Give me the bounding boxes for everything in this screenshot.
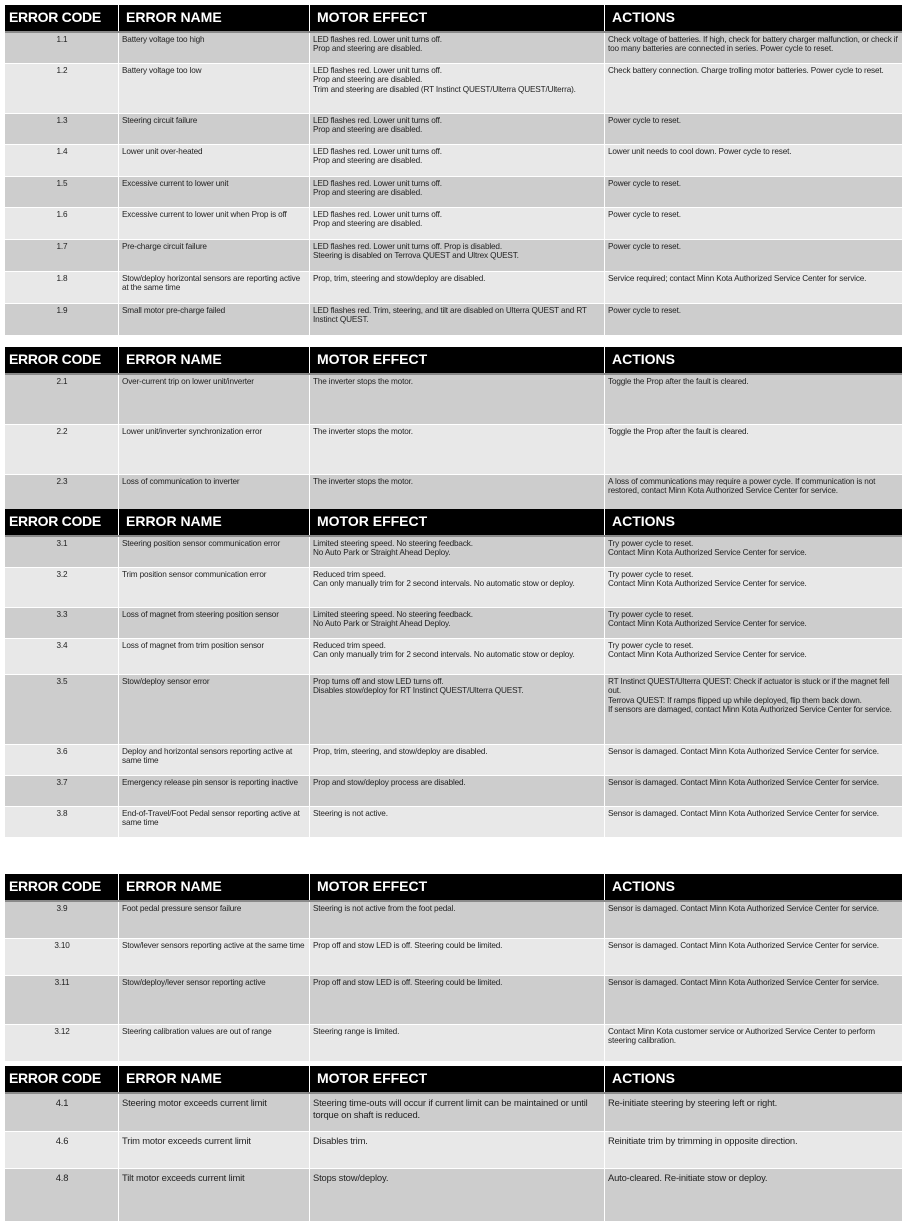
cell-name: Steering calibration values are out of range xyxy=(119,1025,310,1062)
table-row xyxy=(5,177,902,208)
header-code: ERROR CODE xyxy=(5,874,119,900)
cell-name: Loss of communication to inverter xyxy=(119,475,310,515)
cell-actions: Power cycle to reset. xyxy=(605,208,902,240)
cell-name: Over-current trip on lower unit/inverter xyxy=(119,375,310,425)
cell-code: 3.6 xyxy=(5,745,119,776)
cell-name: Excessive current to lower unit xyxy=(119,177,310,208)
table-row xyxy=(5,939,902,976)
cell-code: 4.8 xyxy=(5,1169,119,1222)
cell-effect: LED flashes red. Lower unit turns off. Prop and steering are disabled. xyxy=(310,208,605,240)
cell-actions: Try power cycle to reset. Contact Minn Kota Authorized Service Center for service. xyxy=(605,537,902,568)
cell-code: 3.5 xyxy=(5,675,119,745)
cell-effect: Prop turns off and stow LED turns off. Disables stow/deploy for RT Instinct QUEST/Ulterra QUEST. xyxy=(310,675,605,745)
table-row xyxy=(5,208,902,240)
cell-name: Emergency release pin sensor is reporting inactive xyxy=(119,776,310,807)
cell-effect: Prop and stow/deploy process are disabled. xyxy=(310,776,605,807)
table-header xyxy=(5,1066,902,1094)
cell-code: 3.11 xyxy=(5,976,119,1025)
cell-actions: Try power cycle to reset. Contact Minn Kota Authorized Service Center for service. xyxy=(605,608,902,639)
table-header xyxy=(5,874,902,902)
cell-effect: Prop off and stow LED is off. Steering could be limited. xyxy=(310,939,605,976)
error-table-section xyxy=(5,5,902,336)
header-code: ERROR CODE xyxy=(5,509,119,535)
cell-name: Deploy and horizontal sensors reporting active at same time xyxy=(119,745,310,776)
error-table-section xyxy=(5,347,902,515)
table-row xyxy=(5,1094,902,1132)
table-row xyxy=(5,304,902,336)
cell-effect: The inverter stops the motor. xyxy=(310,475,605,515)
cell-name: Stow/lever sensors reporting active at the same time xyxy=(119,939,310,976)
cell-effect: LED flashes red. Lower unit turns off. Prop and steering are disabled. xyxy=(310,145,605,177)
cell-effect: Steering is not active from the foot pedal. xyxy=(310,902,605,939)
table-row xyxy=(5,1169,902,1222)
cell-code: 4.6 xyxy=(5,1132,119,1169)
table-row xyxy=(5,976,902,1025)
cell-actions: Re-initiate steering by steering left or right. xyxy=(605,1094,902,1132)
cell-code: 1.1 xyxy=(5,33,119,64)
cell-name: Loss of magnet from trim position sensor xyxy=(119,639,310,675)
cell-name: Steering motor exceeds current limit xyxy=(119,1094,310,1132)
table-row xyxy=(5,375,902,425)
cell-name: Stow/deploy horizontal sensors are reporting active at the same time xyxy=(119,272,310,304)
cell-actions: RT Instinct QUEST/Ulterra QUEST: Check if actuator is stuck or if the magnet fell out. Terrova QUEST: If ramps flipped up while deployed, flip them back down. If sensors are damaged, contact Minn Kota Authorized Service Center for service. xyxy=(605,675,902,745)
header-name: ERROR NAME xyxy=(119,1066,310,1092)
cell-code: 3.1 xyxy=(5,537,119,568)
table-row xyxy=(5,1132,902,1169)
error-table-section xyxy=(5,874,902,1062)
table-row xyxy=(5,807,902,838)
cell-actions: Toggle the Prop after the fault is cleared. xyxy=(605,375,902,425)
table-row xyxy=(5,537,902,568)
cell-effect: Steering is not active. xyxy=(310,807,605,838)
cell-code: 1.8 xyxy=(5,272,119,304)
cell-code: 3.8 xyxy=(5,807,119,838)
table-row xyxy=(5,745,902,776)
cell-name: Loss of magnet from steering position sensor xyxy=(119,608,310,639)
cell-actions: A loss of communications may require a power cycle. If communication is not restored, contact Minn Kota Authorized Service Center for service. xyxy=(605,475,902,515)
header-code: ERROR CODE xyxy=(5,347,119,373)
table-header xyxy=(5,347,902,375)
cell-effect: LED flashes red. Lower unit turns off. Prop and steering are disabled. xyxy=(310,33,605,64)
header-code: ERROR CODE xyxy=(5,5,119,31)
cell-name: Battery voltage too high xyxy=(119,33,310,64)
cell-name: Lower unit/inverter synchronization error xyxy=(119,425,310,475)
cell-actions: Power cycle to reset. xyxy=(605,240,902,272)
header-effect: MOTOR EFFECT xyxy=(310,5,605,31)
cell-name: Small motor pre-charge failed xyxy=(119,304,310,336)
cell-name: Stow/deploy/lever sensor reporting active xyxy=(119,976,310,1025)
cell-effect: LED flashes red. Lower unit turns off. Prop is disabled. Steering is disabled on Terrova QUEST and Ultrex QUEST. xyxy=(310,240,605,272)
table-row xyxy=(5,240,902,272)
cell-code: 3.10 xyxy=(5,939,119,976)
header-effect: MOTOR EFFECT xyxy=(310,874,605,900)
cell-actions: Power cycle to reset. xyxy=(605,114,902,145)
cell-effect: Steering time-outs will occur if current limit can be maintained or until torque on shaft is reduced. xyxy=(310,1094,605,1132)
cell-actions: Check voltage of batteries. If high, check for battery charger malfunction, or check if too many batteries are connected in series. Power cycle to reset. xyxy=(605,33,902,64)
cell-effect: Stops stow/deploy. xyxy=(310,1169,605,1222)
cell-name: Excessive current to lower unit when Prop is off xyxy=(119,208,310,240)
table-row xyxy=(5,425,902,475)
table-row xyxy=(5,272,902,304)
cell-name: Lower unit over-heated xyxy=(119,145,310,177)
table-row xyxy=(5,145,902,177)
header-name: ERROR NAME xyxy=(119,5,310,31)
cell-code: 1.6 xyxy=(5,208,119,240)
cell-effect: LED flashes red. Lower unit turns off. Prop and steering are disabled. xyxy=(310,114,605,145)
table-row xyxy=(5,568,902,608)
header-name: ERROR NAME xyxy=(119,509,310,535)
cell-code: 1.4 xyxy=(5,145,119,177)
cell-code: 3.9 xyxy=(5,902,119,939)
cell-effect: Disables trim. xyxy=(310,1132,605,1169)
cell-effect: Prop, trim, steering, and stow/deploy are disabled. xyxy=(310,745,605,776)
cell-code: 1.5 xyxy=(5,177,119,208)
cell-actions: Power cycle to reset. xyxy=(605,304,902,336)
cell-actions: Check battery connection. Charge trolling motor batteries. Power cycle to reset. xyxy=(605,64,902,114)
error-table-section xyxy=(5,1066,902,1222)
header-actions: ACTIONS xyxy=(612,351,675,367)
header-actions: ACTIONS xyxy=(612,878,675,894)
table-row xyxy=(5,64,902,114)
cell-code: 2.2 xyxy=(5,425,119,475)
cell-effect: Prop off and stow LED is off. Steering could be limited. xyxy=(310,976,605,1025)
cell-effect: Limited steering speed. No steering feedback. No Auto Park or Straight Ahead Deploy. xyxy=(310,537,605,568)
cell-name: Trim motor exceeds current limit xyxy=(119,1132,310,1169)
cell-actions: Try power cycle to reset. Contact Minn Kota Authorized Service Center for service. xyxy=(605,568,902,608)
cell-name: Trim position sensor communication error xyxy=(119,568,310,608)
cell-code: 1.2 xyxy=(5,64,119,114)
cell-actions: Power cycle to reset. xyxy=(605,177,902,208)
cell-code: 3.4 xyxy=(5,639,119,675)
cell-name: End-of-Travel/Foot Pedal sensor reporting active at same time xyxy=(119,807,310,838)
cell-effect: LED flashes red. Lower unit turns off. Prop and steering are disabled. Trim and steering are disabled (RT Instinct QUEST/Ulterra QUEST/Ulterra). xyxy=(310,64,605,114)
cell-actions: Auto-cleared. Re-initiate stow or deploy. xyxy=(605,1169,902,1222)
cell-actions: Service required; contact Minn Kota Authorized Service Center for service. xyxy=(605,272,902,304)
header-actions: ACTIONS xyxy=(612,1070,675,1086)
cell-code: 3.2 xyxy=(5,568,119,608)
cell-name: Stow/deploy sensor error xyxy=(119,675,310,745)
cell-actions: Reinitiate trim by trimming in opposite direction. xyxy=(605,1132,902,1169)
cell-code: 2.3 xyxy=(5,475,119,515)
cell-code: 1.3 xyxy=(5,114,119,145)
table-header xyxy=(5,5,902,33)
cell-actions: Sensor is damaged. Contact Minn Kota Authorized Service Center for service. xyxy=(605,776,902,807)
table-row xyxy=(5,902,902,939)
cell-name: Battery voltage too low xyxy=(119,64,310,114)
cell-actions: Sensor is damaged. Contact Minn Kota Authorized Service Center for service. xyxy=(605,745,902,776)
cell-actions: Contact Minn Kota customer service or Authorized Service Center to perform steering calibration. xyxy=(605,1025,902,1062)
table-row xyxy=(5,675,902,745)
cell-actions: Sensor is damaged. Contact Minn Kota Authorized Service Center for service. xyxy=(605,902,902,939)
table-row xyxy=(5,1025,902,1062)
cell-code: 3.3 xyxy=(5,608,119,639)
header-actions: ACTIONS xyxy=(612,513,675,529)
header-effect: MOTOR EFFECT xyxy=(310,1066,605,1092)
cell-effect: The inverter stops the motor. xyxy=(310,425,605,475)
table-row xyxy=(5,776,902,807)
cell-name: Steering circuit failure xyxy=(119,114,310,145)
header-actions: ACTIONS xyxy=(612,9,675,25)
cell-effect: The inverter stops the motor. xyxy=(310,375,605,425)
header-effect: MOTOR EFFECT xyxy=(310,347,605,373)
cell-name: Pre-charge circuit failure xyxy=(119,240,310,272)
cell-name: Foot pedal pressure sensor failure xyxy=(119,902,310,939)
cell-effect: Steering range is limited. xyxy=(310,1025,605,1062)
cell-code: 2.1 xyxy=(5,375,119,425)
cell-name: Steering position sensor communication error xyxy=(119,537,310,568)
cell-effect: LED flashes red. Trim, steering, and tilt are disabled on Ulterra QUEST and RT Instinct QUEST. xyxy=(310,304,605,336)
cell-code: 1.9 xyxy=(5,304,119,336)
header-name: ERROR NAME xyxy=(119,874,310,900)
header-code: ERROR CODE xyxy=(5,1066,119,1092)
cell-actions: Lower unit needs to cool down. Power cycle to reset. xyxy=(605,145,902,177)
table-row xyxy=(5,114,902,145)
cell-code: 4.1 xyxy=(5,1094,119,1132)
table-row xyxy=(5,608,902,639)
cell-effect: Reduced trim speed. Can only manually trim for 2 second intervals. No automatic stow or deploy. xyxy=(310,568,605,608)
cell-code: 3.12 xyxy=(5,1025,119,1062)
cell-actions: Try power cycle to reset. Contact Minn Kota Authorized Service Center for service. xyxy=(605,639,902,675)
header-effect: MOTOR EFFECT xyxy=(310,509,605,535)
error-table-section xyxy=(5,509,902,838)
cell-code: 3.7 xyxy=(5,776,119,807)
cell-effect: Prop, trim, steering and stow/deploy are disabled. xyxy=(310,272,605,304)
table-row xyxy=(5,639,902,675)
header-name: ERROR NAME xyxy=(119,347,310,373)
cell-effect: LED flashes red. Lower unit turns off. Prop and steering are disabled. xyxy=(310,177,605,208)
cell-actions: Sensor is damaged. Contact Minn Kota Authorized Service Center for service. xyxy=(605,976,902,1025)
cell-code: 1.7 xyxy=(5,240,119,272)
cell-effect: Limited steering speed. No steering feedback. No Auto Park or Straight Ahead Deploy. xyxy=(310,608,605,639)
table-header xyxy=(5,509,902,537)
table-row xyxy=(5,33,902,64)
cell-actions: Sensor is damaged. Contact Minn Kota Authorized Service Center for service. xyxy=(605,939,902,976)
cell-effect: Reduced trim speed. Can only manually trim for 2 second intervals. No automatic stow or deploy. xyxy=(310,639,605,675)
cell-actions: Sensor is damaged. Contact Minn Kota Authorized Service Center for service. xyxy=(605,807,902,838)
cell-actions: Toggle the Prop after the fault is cleared. xyxy=(605,425,902,475)
cell-name: Tilt motor exceeds current limit xyxy=(119,1169,310,1222)
